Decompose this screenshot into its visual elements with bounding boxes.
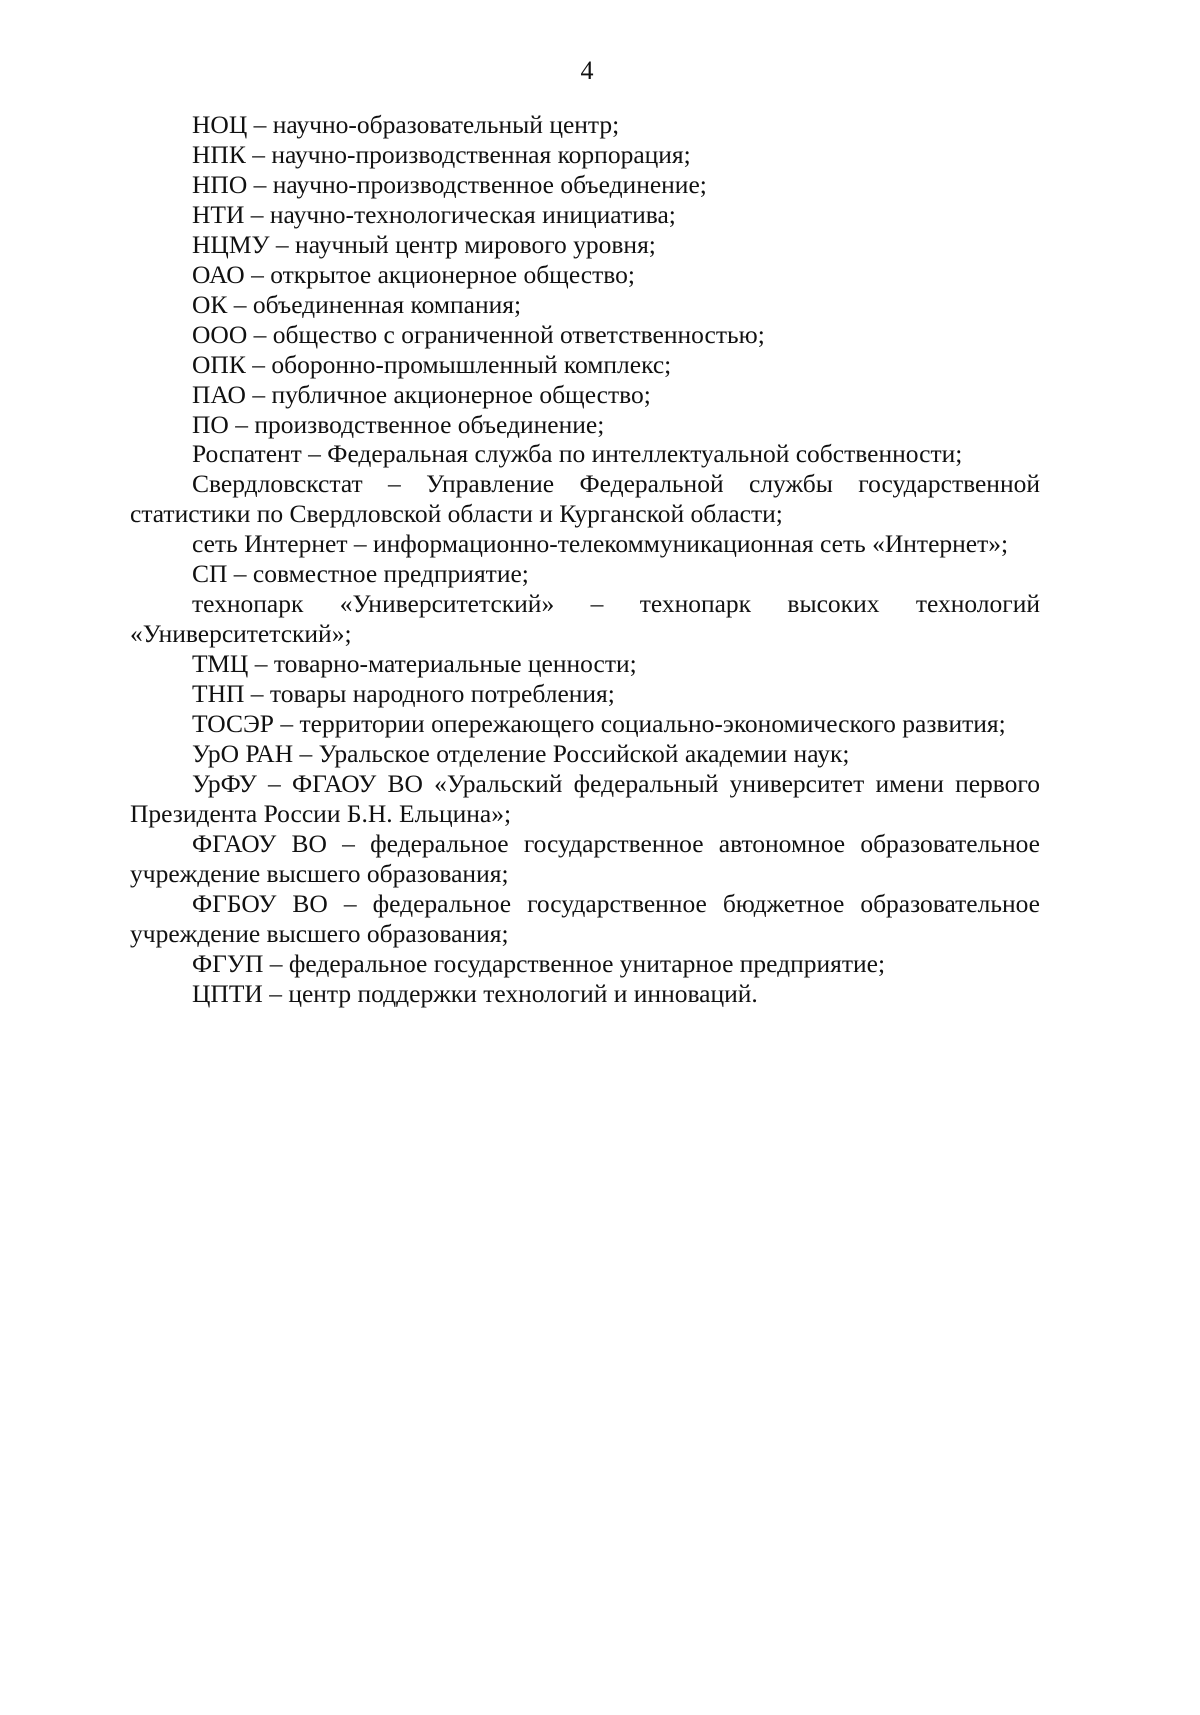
abbreviation-entry: ФГУП – федеральное государственное унитарное предприятие; [192,948,886,978]
abbreviation-entry: НЦМУ – научный центр мирового уровня; [192,229,656,259]
abbreviation-entry: ООО – общество с ограниченной ответственностью; [192,319,765,349]
abbreviation-entry: УрО РАН – Уральское отделение Российской академии наук; [192,739,850,769]
page-number: 4 [580,56,594,85]
abbreviation-entry: ЦПТИ – центр поддержки технологий и инноваций. [192,978,758,1008]
abbreviation-entry: ПАО – публичное акционерное общество; [192,379,651,409]
abbreviation-entry: ОПК – оборонно-промышленный комплекс; [192,349,672,379]
abbreviation-entry: ФГБОУ ВО – федеральное государственное бюджетное образовательное учреждение высшего образования; [130,888,1040,948]
abbreviation-entry: ТНП – товары народного потребления; [192,679,615,709]
abbreviation-entry: Свердловскстат – Управление Федеральной службы государственной статистики по Свердловской области и Курганской области; [130,469,1040,529]
abbreviation-entry: ФГАОУ ВО – федеральное государственное автономное образовательное учреждение высшего образования; [130,828,1040,888]
abbreviation-entry: ПО – производственное объединение; [192,409,605,439]
abbreviation-entry: технопарк «Университетский» – технопарк высоких технологий «Университетский»; [130,589,1040,649]
abbreviation-entry: УрФУ – ФГАОУ ВО «Уральский федеральный университет имени первого Президента России Б.Н. Ельцина»; [130,768,1040,828]
abbreviation-entry: ТОСЭР – территории опережающего социально-экономического развития; [192,709,1006,739]
abbreviation-entry: НПО – научно-производственное объединение; [192,169,707,199]
abbreviation-entry: Роспатент – Федеральная служба по интеллектуальной собственности; [192,439,963,469]
abbreviation-entry: НТИ – научно-технологическая инициатива; [192,199,676,229]
abbreviation-entry: НПК – научно-производственная корпорация; [192,139,691,169]
abbreviation-entry: ОАО – открытое акционерное общество; [192,259,635,289]
abbreviation-entry: СП – совместное предприятие; [192,559,529,589]
abbreviation-entry: ОК – объединенная компания; [192,289,522,319]
abbreviation-entry: ТМЦ – товарно-материальные ценности; [192,649,637,679]
abbreviations-list [130,110,1040,1009]
abbreviation-entry: НОЦ – научно-образовательный центр; [192,110,620,139]
abbreviation-entry: сеть Интернет – информационно-телекоммуникационная сеть «Интернет»; [192,529,1009,559]
